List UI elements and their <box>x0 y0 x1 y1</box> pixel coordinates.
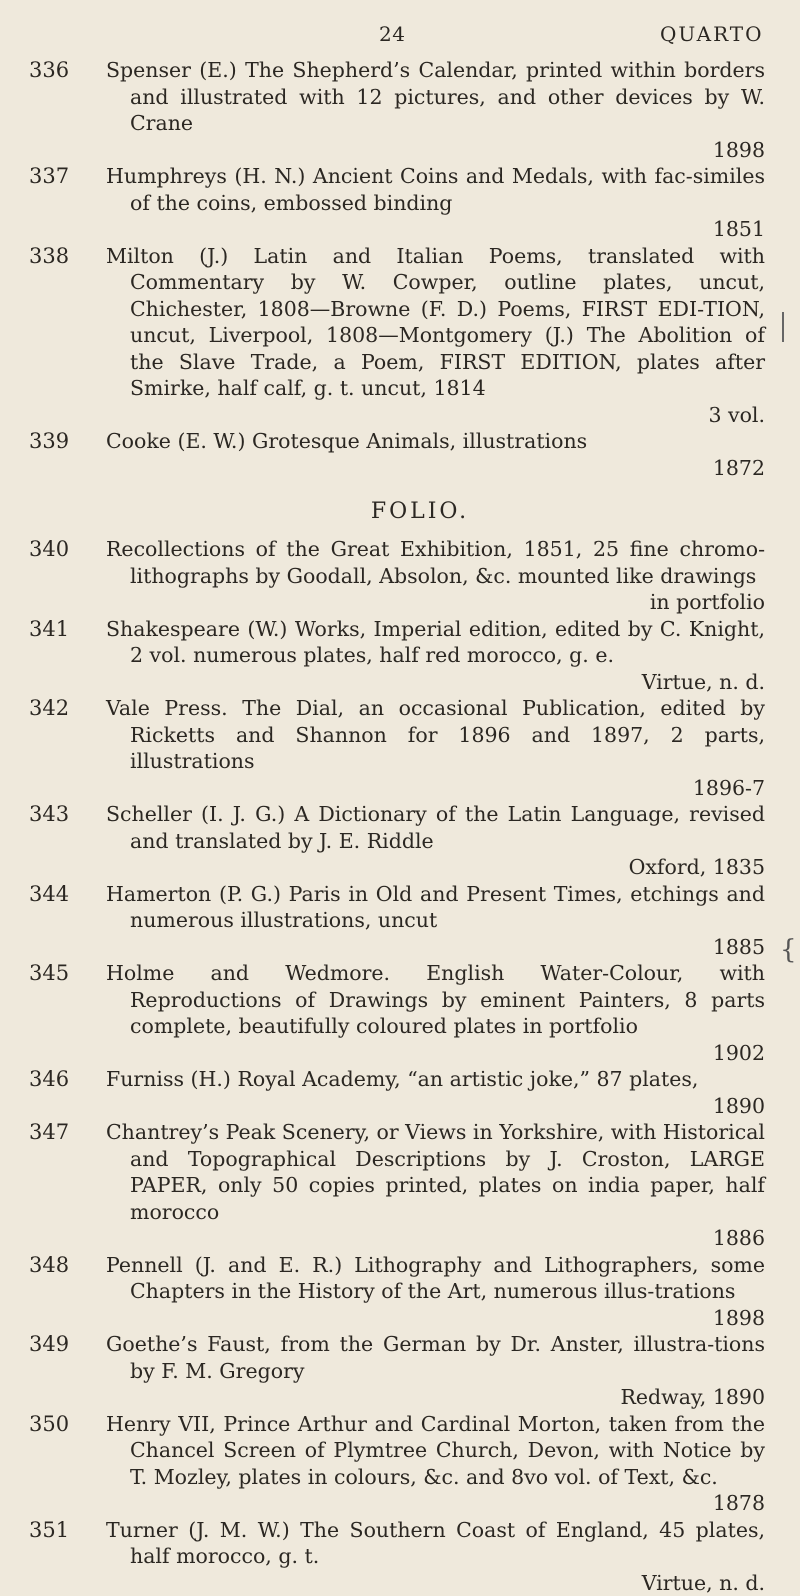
catalogue-entry <box>0 801 800 881</box>
entry-text: Cooke (E. W.) Grotesque Animals, illustrations <box>106 429 587 453</box>
lot-number: 339 <box>29 428 69 455</box>
margin-bracket-mark: { <box>780 935 797 965</box>
entry-date: 1898 <box>130 137 765 164</box>
catalogue-entry <box>0 960 800 1066</box>
entry-text: Furniss (H.) Royal Academy, “an artistic joke,” 87 plates, <box>106 1067 698 1091</box>
entry-text: Chantrey’s Peak Scenery, or Views in Yorkshire, with Historical and Topographical Descriptions by J. Croston, LARGE PAPER, only 50 copies printed, plates on india paper, half morocco <box>106 1120 765 1224</box>
entry-text: Milton (J.) Latin and Italian Poems, translated with Commentary by W. Cowper, outline plates, uncut, Chichester, 1808—Browne (F. D.) Poems, FIRST EDI-TION, uncut, Liverpool, 1808—Montgomery (J.) The Abolition of the Slave Trade, a Poem, FIRST EDITION, plates after Smirke, half calf, g. t. uncut, 1814 <box>106 244 765 401</box>
entry-date: Oxford, 1835 <box>130 854 765 881</box>
catalogue-entry <box>0 536 800 616</box>
entry-text: Recollections of the Great Exhibition, 1851, 25 fine chromo-lithographs by Goodall, Absolon, &c. mounted like drawings <box>106 537 765 588</box>
entry-date: 1902 <box>130 1040 765 1067</box>
catalogue-entry <box>0 695 800 801</box>
lot-number: 350 <box>29 1411 69 1438</box>
lot-number: 341 <box>29 616 69 643</box>
lot-number: 344 <box>29 881 69 908</box>
catalogue-entry <box>0 1252 800 1332</box>
entries-list <box>0 57 800 1596</box>
section-title: FOLIO. <box>40 499 800 524</box>
catalogue-entry <box>0 163 800 243</box>
catalogue-entry <box>0 1517 800 1596</box>
entry-date: 1851 <box>130 216 765 243</box>
catalogue-entry <box>0 881 800 961</box>
lot-number: 337 <box>29 163 69 190</box>
catalogue-entry <box>0 616 800 696</box>
entry-date: in portfolio <box>130 589 765 616</box>
entry-text: Henry VII, Prince Arthur and Cardinal Morton, taken from the Chancel Screen of Plymtree Church, Devon, with Notice by T. Mozley, plates in colours, &c. and 8vo vol. of Text, &c. <box>106 1412 765 1489</box>
entry-date: 3 vol. <box>130 402 765 429</box>
entry-text: Hamerton (P. G.) Paris in Old and Present Times, etchings and numerous illustrations, uncut <box>106 882 765 933</box>
entry-date: 1872 <box>130 455 765 482</box>
entry-date: 1878 <box>130 1490 765 1517</box>
entry-text: Vale Press. The Dial, an occasional Publication, edited by Ricketts and Shannon for 1896 and 1897, 2 parts, illustrations <box>106 696 765 773</box>
catalogue-entry <box>0 57 800 163</box>
entry-date: Virtue, n. d. <box>130 1570 765 1596</box>
lot-number: 351 <box>29 1517 69 1544</box>
lot-number: 348 <box>29 1252 69 1279</box>
catalogue-entry <box>0 1066 800 1119</box>
lot-number: 342 <box>29 695 69 722</box>
entry-date: 1885 <box>130 934 765 961</box>
entry-date: 1896-7 <box>130 775 765 802</box>
lot-number: 345 <box>29 960 69 987</box>
entry-text: Goethe’s Faust, from the German by Dr. Anster, illustra-tions by F. M. Gregory <box>106 1332 765 1383</box>
running-head: QUARTO <box>660 22 764 46</box>
page-number: 24 <box>379 22 405 46</box>
entry-text: Humphreys (H. N.) Ancient Coins and Medals, with fac-similes of the coins, embossed binding <box>106 164 765 215</box>
lot-number: 338 <box>29 243 69 270</box>
lot-number: 343 <box>29 801 69 828</box>
entry-text: Scheller (I. J. G.) A Dictionary of the Latin Language, revised and translated by J. E. Riddle <box>106 802 765 853</box>
lot-number: 346 <box>29 1066 69 1093</box>
catalogue-entry <box>0 1411 800 1517</box>
entry-date: Virtue, n. d. <box>130 669 765 696</box>
margin-line-mark <box>782 312 784 342</box>
entry-date: 1890 <box>130 1093 765 1120</box>
entry-text: Turner (J. M. W.) The Southern Coast of England, 45 plates, half morocco, g. t. <box>106 1518 765 1569</box>
entry-date: 1898 <box>130 1305 765 1332</box>
entry-text: Holme and Wedmore. English Water-Colour, with Reproductions of Drawings by eminent Painters, 8 parts complete, beautifully coloured plates in portfolio <box>106 961 765 1038</box>
lot-number: 347 <box>29 1119 69 1146</box>
page-header <box>0 22 800 52</box>
entry-date: Redway, 1890 <box>130 1384 765 1411</box>
lot-number: 336 <box>29 57 69 84</box>
lot-number: 349 <box>29 1331 69 1358</box>
entry-text: Pennell (J. and E. R.) Lithography and Lithographers, some Chapters in the History of the Art, numerous illus-trations <box>106 1253 765 1304</box>
catalogue-entry <box>0 243 800 429</box>
catalogue-entry <box>0 1331 800 1411</box>
entry-text: Shakespeare (W.) Works, Imperial edition, edited by C. Knight, 2 vol. numerous plates, half red morocco, g. e. <box>106 617 765 668</box>
entry-date: 1886 <box>130 1225 765 1252</box>
catalogue-entry <box>0 428 800 481</box>
catalogue-entry <box>0 1119 800 1252</box>
lot-number: 340 <box>29 536 69 563</box>
entry-text: Spenser (E.) The Shepherd’s Calendar, printed within borders and illustrated with 12 pictures, and other devices by W. Crane <box>106 58 765 135</box>
